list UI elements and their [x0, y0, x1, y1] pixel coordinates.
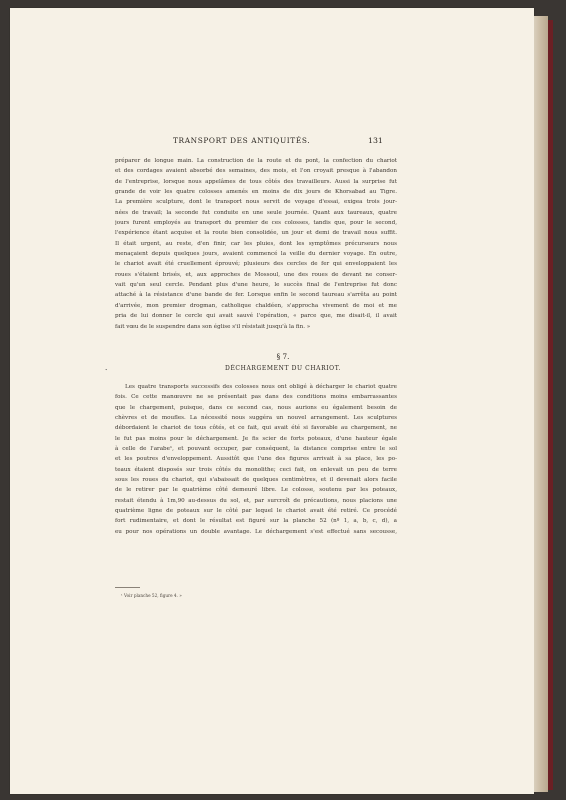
text-line: et les poutres d'enveloppement. Aussitôt que l'une des figures arrivait à sa place, les po-	[115, 456, 397, 463]
text-line: Il était urgent, au reste, d'en finir, car les pluies, dont les symptômes précurseurs nous	[115, 240, 397, 247]
text-line: eu pour nos opérations un double avantage. Le déchargement s'est effectué sans secousse,	[115, 528, 397, 535]
text-line: débordaient le chariot de tous côtés, et ce fait, qui avait été si favorable au chargement, ne	[115, 425, 397, 432]
book-spine-edge	[534, 16, 548, 792]
text-line: La première sculpture, dont le transport nous servit de voyage d'essai, exigea trois jour-	[115, 199, 397, 206]
text-line: grande de voir les quatre colosses amenés en moins de dix jours de Khorsabad au Tigre.	[115, 189, 397, 196]
margin-mark: •	[105, 367, 108, 372]
text-line: attaché à la résistance d'une bande de fer. Lorsque enfin le second taureau s'arrêta au point	[115, 292, 397, 299]
section-number: § 7.	[276, 352, 290, 361]
text-line: de le retirer par le quatrième côté demeuré libre. Le colosse, soutenu par les poteaux,	[115, 487, 397, 494]
running-title: TRANSPORT DES ANTIQUITÉS.	[173, 136, 311, 145]
text-line: l'expérience étant acquise et la route bien consolidée, un jour et demi de travail nous suffit.	[115, 230, 397, 237]
text-line: à celle de l'arabe¹, et pouvant occuper, par conséquent, la distance comprise entre le sol	[115, 446, 397, 453]
text-line: jours furent employés au transport du premier de ces colosses, tandis que, pour le second,	[115, 220, 397, 227]
text-line: le chariot avait été cruellement éprouvé; plusieurs des cercles de fer qui enveloppaient les	[115, 261, 397, 268]
text-line: nées de travail; la seconde fut conduite en une seule journée. Quant aux taureaux, quatre	[115, 209, 397, 216]
text-line: restait étendu à 1m,90 au-dessus du sol, et, par surcroît de précautions, nous placions une	[115, 497, 397, 504]
text-line: préparer de longue main. La construction de la route et du pont, la confection du chariot	[115, 158, 397, 164]
text-line: vait qu'un seul cercle. Pendant plus d'une heure, le succès final de l'entreprise fut donc	[115, 282, 397, 289]
text-line: roues s'étaient brisés, et, aux approches de Mossoul, une des roues de devant ne conser-	[115, 271, 397, 278]
text-line: teaux étaient disposés sur trois côtés du monolithe; ceci fait, on enlevait un peu de terre	[115, 466, 397, 473]
running-header	[0, 136, 566, 150]
text-line: fois. Ce cette manœuvre ne se présentait pas dans des conditions moins embarrassantes	[115, 394, 397, 401]
text-line: sous les roues du chariot, qui s'abaissait de quelques centimètres, et il devenait alors facile	[115, 477, 397, 484]
text-line: d'arrivée, mon premier drogman, catholique chaldéen, s'approcha vivement de moi et me	[115, 302, 397, 309]
text-line: fort rudimentaire, et dont le résultat est figuré sur la planche 52 (nº 1, a, b, c, d), a	[115, 518, 397, 525]
paragraph-2	[115, 382, 397, 537]
section-title: DÉCHARGEMENT DU CHARIOT.	[225, 365, 341, 372]
text-line: et des cordages avaient absorbé des semaines, des mois, et l'on croyait presque à l'abandon	[115, 168, 397, 175]
text-line: quatrième ligne de poteaux sur le côté par lequel le chariot avait été retiré. Ce procédé	[115, 508, 397, 515]
footnote-rule	[115, 587, 140, 588]
text-line: Les quatre transports successifs des colosses nous ont obligé à décharger le chariot quatre	[125, 384, 397, 390]
text-line: fait vœu de le suspendre dans son église s'il résistait jusqu'à la fin. »	[115, 323, 311, 330]
text-line: chèvres et de moufles. La nécessité nous suggéra un nouvel arrangement. Les sculptures	[115, 415, 397, 422]
text-line: que le chargement, puisque, dans ce second cas, nous aurions eu également besoin de	[115, 404, 397, 411]
text-line: pria de lui donner le cercle qui avait sauvé l'opération, « parce que, me disait-il, il avait	[115, 313, 397, 320]
page-number: 131	[368, 136, 383, 145]
text-line: menaçaient depuis quelques jours, avaient commencé la veille du dernier voyage. En outre,	[115, 251, 397, 258]
text-line: de l'entreprise, lorsque nous appelâmes de tous côtés des travailleurs. Aussi la surprise fut	[115, 178, 397, 185]
footnote: ¹ Voir planche 52, figure 4. »	[121, 593, 182, 598]
text-line: le fut pas moins pour le déchargement. Je fis scier de forts poteaux, d'une hauteur égale	[115, 435, 397, 442]
paragraph-1	[115, 156, 397, 332]
